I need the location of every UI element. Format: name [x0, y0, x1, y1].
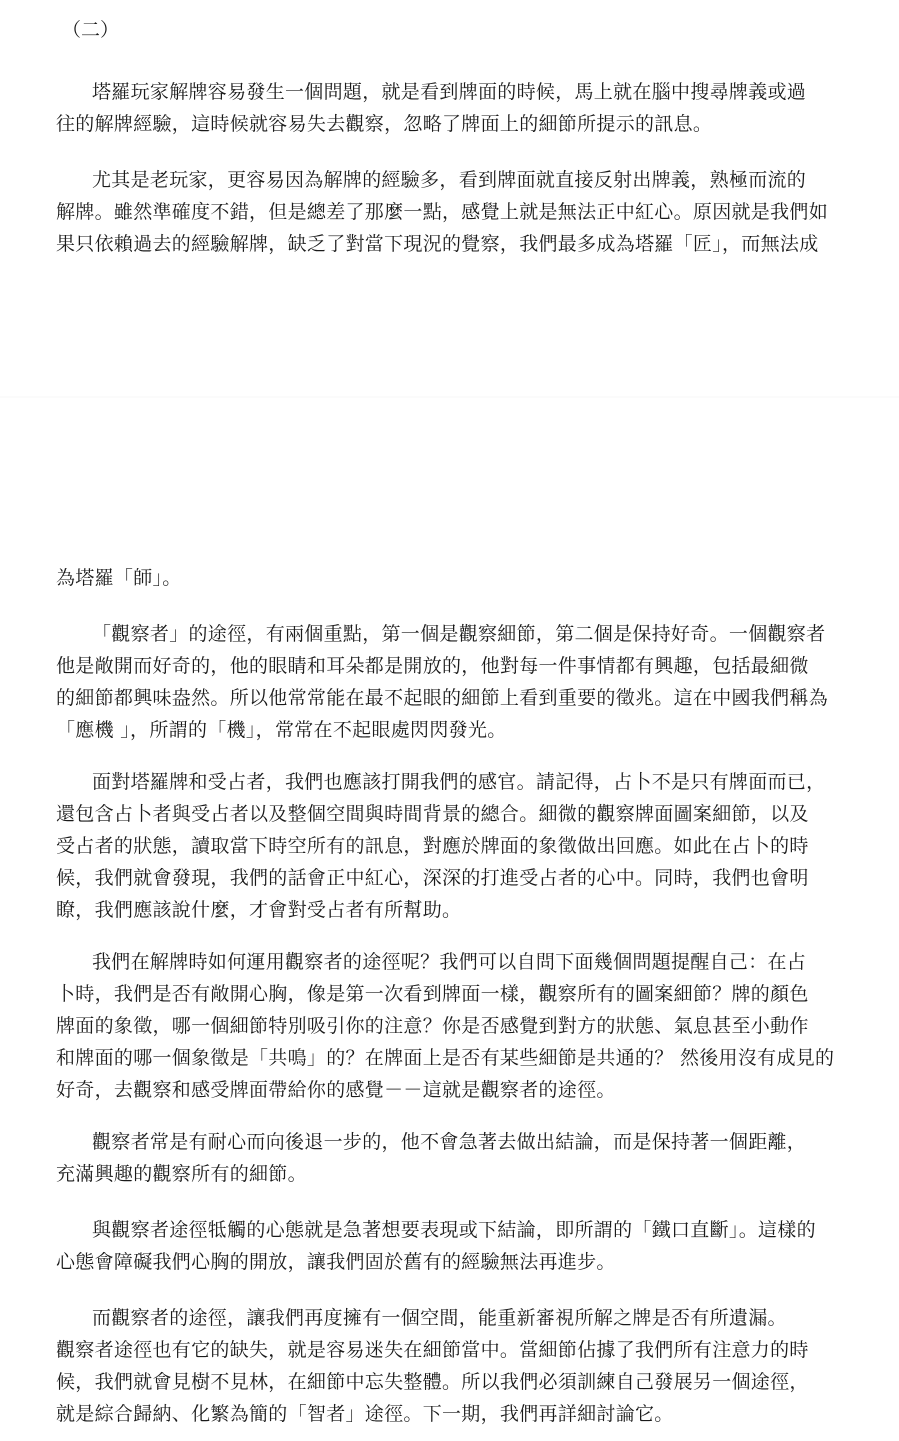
text-line: 觀察者途徑也有它的缺失，就是容易迷失在細節當中。當細節佔據了我們所有注意力的時 — [56, 1339, 809, 1361]
paragraph — [56, 618, 856, 746]
text-line: 候，我們就會見樹不見林，在細節中忘失整體。所以我們必須訓練自己發展另一個途徑， — [56, 1371, 809, 1393]
text-line: 與觀察者途徑牴觸的心態就是急著想要表現或下結論，即所謂的「鐵口直斷」。這樣的 — [92, 1219, 816, 1241]
paragraph — [56, 1126, 856, 1190]
paragraph — [56, 766, 856, 926]
text-line: 受占者的狀態，讀取當下時空所有的訊息，對應於牌面的象徵做出回應。如此在占卜的時 — [56, 835, 809, 857]
text-line: 就是綜合歸納、化繁為簡的「智者」途徑。下一期，我們再詳細討論它。 — [56, 1403, 674, 1425]
text-line: 我們在解牌時如何運用觀察者的途徑呢？我們可以自問下面幾個問題提醒自己：在占 — [92, 951, 807, 973]
text-line: 「應機 」，所謂的「機」，常常在不起眼處閃閃發光。 — [56, 719, 507, 741]
paragraph — [56, 1214, 856, 1278]
section-heading: （二） — [62, 19, 120, 41]
paragraph — [56, 1302, 856, 1430]
text-line: 好奇，去觀察和感受牌面帶給你的感覺－－這就是觀察者的途徑。 — [56, 1079, 616, 1101]
text-line: 和牌面的哪一個象徵是「共鳴」的？在牌面上是否有某些細節是共通的？ 然後用沒有成見的 — [56, 1047, 835, 1069]
paragraph — [56, 946, 856, 1106]
paragraph — [56, 76, 856, 140]
text-line: 為塔羅「師」。 — [56, 567, 182, 589]
text-line: 解牌。雖然準確度不錯，但是總差了那麼一點，感覺上就是無法正中紅心。原因就是我們如 — [56, 201, 829, 223]
paragraph — [56, 164, 856, 260]
text-line: 觀察者常是有耐心而向後退一步的，他不會急著去做出結論，而是保持著一個距離， — [92, 1131, 807, 1153]
text-line: 候，我們就會發現，我們的話會正中紅心，深深的打進受占者的心中。同時，我們也會明 — [56, 867, 809, 889]
text-line: 的細節都興味盎然。所以他常常能在最不起眼的細節上看到重要的徵兆。這在中國我們稱為 — [56, 687, 829, 709]
text-line: 而觀察者的途徑，讓我們再度擁有一個空間，能重新審視所解之牌是否有所遺漏。 — [92, 1307, 787, 1329]
text-line: 卜時，我們是否有敞開心胸，像是第一次看到牌面一樣，觀察所有的圖案細節？牌的顏色 — [56, 983, 809, 1005]
text-line: 他是敞開而好奇的，他的眼睛和耳朵都是開放的，他對每一件事情都有興趣，包括最細微 — [56, 655, 809, 677]
text-line: 牌面的象徵，哪一個細節特別吸引你的注意？你是否感覺到對方的狀態、氣息甚至小動作 — [56, 1015, 809, 1037]
text-line: 尤其是老玩家，更容易因為解牌的經驗多，看到牌面就直接反射出牌義，熟極而流的 — [92, 169, 807, 191]
text-line: 瞭，我們應該說什麼，才會對受占者有所幫助。 — [56, 899, 462, 921]
paragraph — [56, 562, 856, 594]
page-break — [0, 396, 899, 398]
text-line: 還包含占卜者與受占者以及整個空間與時間背景的總合。細微的觀察牌面圖案細節，以及 — [56, 803, 809, 825]
text-line: 塔羅玩家解牌容易發生一個問題，就是看到牌面的時候，馬上就在腦中搜尋牌義或過 — [92, 81, 807, 103]
text-line: 心態會障礙我們心胸的開放，讓我們固於舊有的經驗無法再進步。 — [56, 1251, 616, 1273]
text-line: 「觀察者」的途徑，有兩個重點，第一個是觀察細節，第二個是保持好奇。一個觀察者 — [92, 623, 826, 645]
text-line: 面對塔羅牌和受占者，我們也應該打開我們的感官。請記得，占卜不是只有牌面而已， — [92, 771, 826, 793]
text-line: 充滿興趣的觀察所有的細節。 — [56, 1163, 307, 1185]
text-line: 果只依賴過去的經驗解牌，缺乏了對當下現況的覺察，我們最多成為塔羅「匠」，而無法成 — [56, 233, 819, 255]
text-line: 往的解牌經驗，這時候就容易失去觀察，忽略了牌面上的細節所提示的訊息。 — [56, 113, 713, 135]
